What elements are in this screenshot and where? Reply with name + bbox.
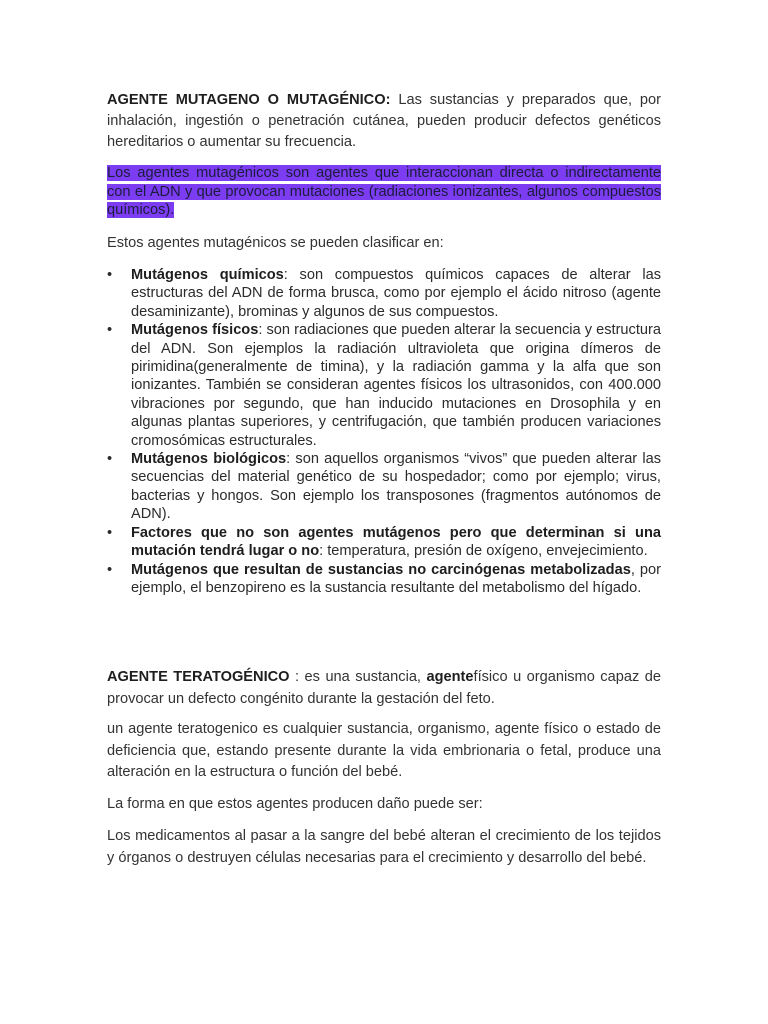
- list-item: [107, 321, 661, 450]
- bullet-icon: •: [107, 524, 113, 541]
- mutagen-paragraph: [107, 90, 661, 153]
- bullet-icon: •: [107, 267, 113, 283]
- list-item: [107, 561, 661, 598]
- mutagen-definition: [107, 90, 661, 153]
- highlighted-paragraph: [107, 164, 661, 220]
- list-item-title: Mutágenos biológicos: [131, 451, 287, 468]
- list-item-title: Mutágenos físicos: [131, 322, 259, 339]
- bullet-icon: •: [107, 451, 113, 468]
- teratogen-bold-word: agente: [426, 669, 474, 685]
- highlighted-text: Los agentes mutagénicos son agentes que interaccionan directa o indirectamente con el ADN y que provocan mutaciones (radiaciones ionizantes, algunos compuestos químicos).: [107, 165, 661, 218]
- teratogen-detail: [107, 719, 661, 784]
- bullet-icon: •: [107, 322, 113, 339]
- mutagen-heading: AGENTE MUTAGENO O MUTAGÉNICO:: [107, 92, 391, 108]
- mutagen-text: Las sustancias y preparados que, por inhalación, ingestión o penetración cutánea, pueden producir defectos genéticos hereditarios o aumentar su frecuencia.: [107, 92, 661, 150]
- teratogen-text-b: físico u organismo capaz de provocar un defecto congénito durante la gestación del feto.: [107, 669, 661, 707]
- medications-text: Los medicamentos al pasar a la sangre del bebé alteran el crecimiento de los tejidos y órganos o destruyen células necesarias para el crecimiento y desarrollo del bebé.: [107, 828, 661, 866]
- classify-intro: [107, 233, 661, 254]
- list-item-title: Factores que no son agentes mutágenos pero que determinan si una mutación tendrá lugar o no: [131, 524, 661, 560]
- teratogen-paragraph: [107, 667, 661, 710]
- list-item: [107, 524, 661, 561]
- teratogen-text-a: : es una sustancia,: [289, 669, 427, 685]
- medications-paragraph: [107, 826, 661, 869]
- highlighted-block: [107, 164, 661, 220]
- list-item-text: , por ejemplo, el benzopireno es la sustancia resultante del metabolismo del hígado.: [131, 561, 661, 596]
- list-item-text: : son radiaciones que pueden alterar la secuencia y estructura del ADN. Son ejemplos la radiación ultravioleta que origina dímeros de pirimidina(generalmente de timina), y la radiación gamma y la alfa que son ionizantes. También se consideran agentes físicos los ultrasonidos, con 400.000 vibraciones por segundo, que han inducido mutaciones en Drosophila y en algunas plantas superiores, y centrifugación, que también producen variaciones cromosómicas estructurales.: [131, 322, 661, 449]
- list-item: [107, 450, 661, 524]
- damage-forms-text: La forma en que estos agentes producen daño puede ser:: [107, 796, 483, 812]
- list-item-text: : son compuestos químicos capaces de alterar las estructuras del ADN de forma brusca, como por ejemplo el ácido nitroso (agente desaminizante), brominas y algunos de sus compuestos.: [131, 267, 661, 320]
- mutagen-types-list: [107, 266, 661, 597]
- list-item-text: : temperatura, presión de oxígeno, envejecimiento.: [319, 543, 648, 560]
- list-item-title: Mutágenos químicos: [131, 267, 284, 283]
- teratogen-definition: [107, 667, 661, 710]
- damage-forms: [107, 794, 661, 816]
- classify-intro-text: Estos agentes mutagénicos se pueden clasificar en:: [107, 235, 444, 251]
- list-item: [107, 266, 661, 321]
- list-item-title: Mutágenos que resultan de sustancias no carcinógenas metabolizadas: [131, 561, 631, 578]
- teratogen-detail-text: un agente teratogenico es cualquier sustancia, organismo, agente físico o estado de deficiencia que, estando presente durante la vida embrionaria o fetal, produce una alteración en la estructura o función del bebé.: [107, 721, 661, 780]
- bullet-icon: •: [107, 561, 113, 578]
- teratogen-heading: AGENTE TERATOGÉNICO: [107, 669, 290, 685]
- list-item-text: : son aquellos organismos “vivos” que pueden alterar las secuencias del material genético de su hospedador; como por ejemplo; virus, bacterias y hongos. Son ejemplo los transposones (fragmentos autónomos de ADN).: [131, 451, 661, 523]
